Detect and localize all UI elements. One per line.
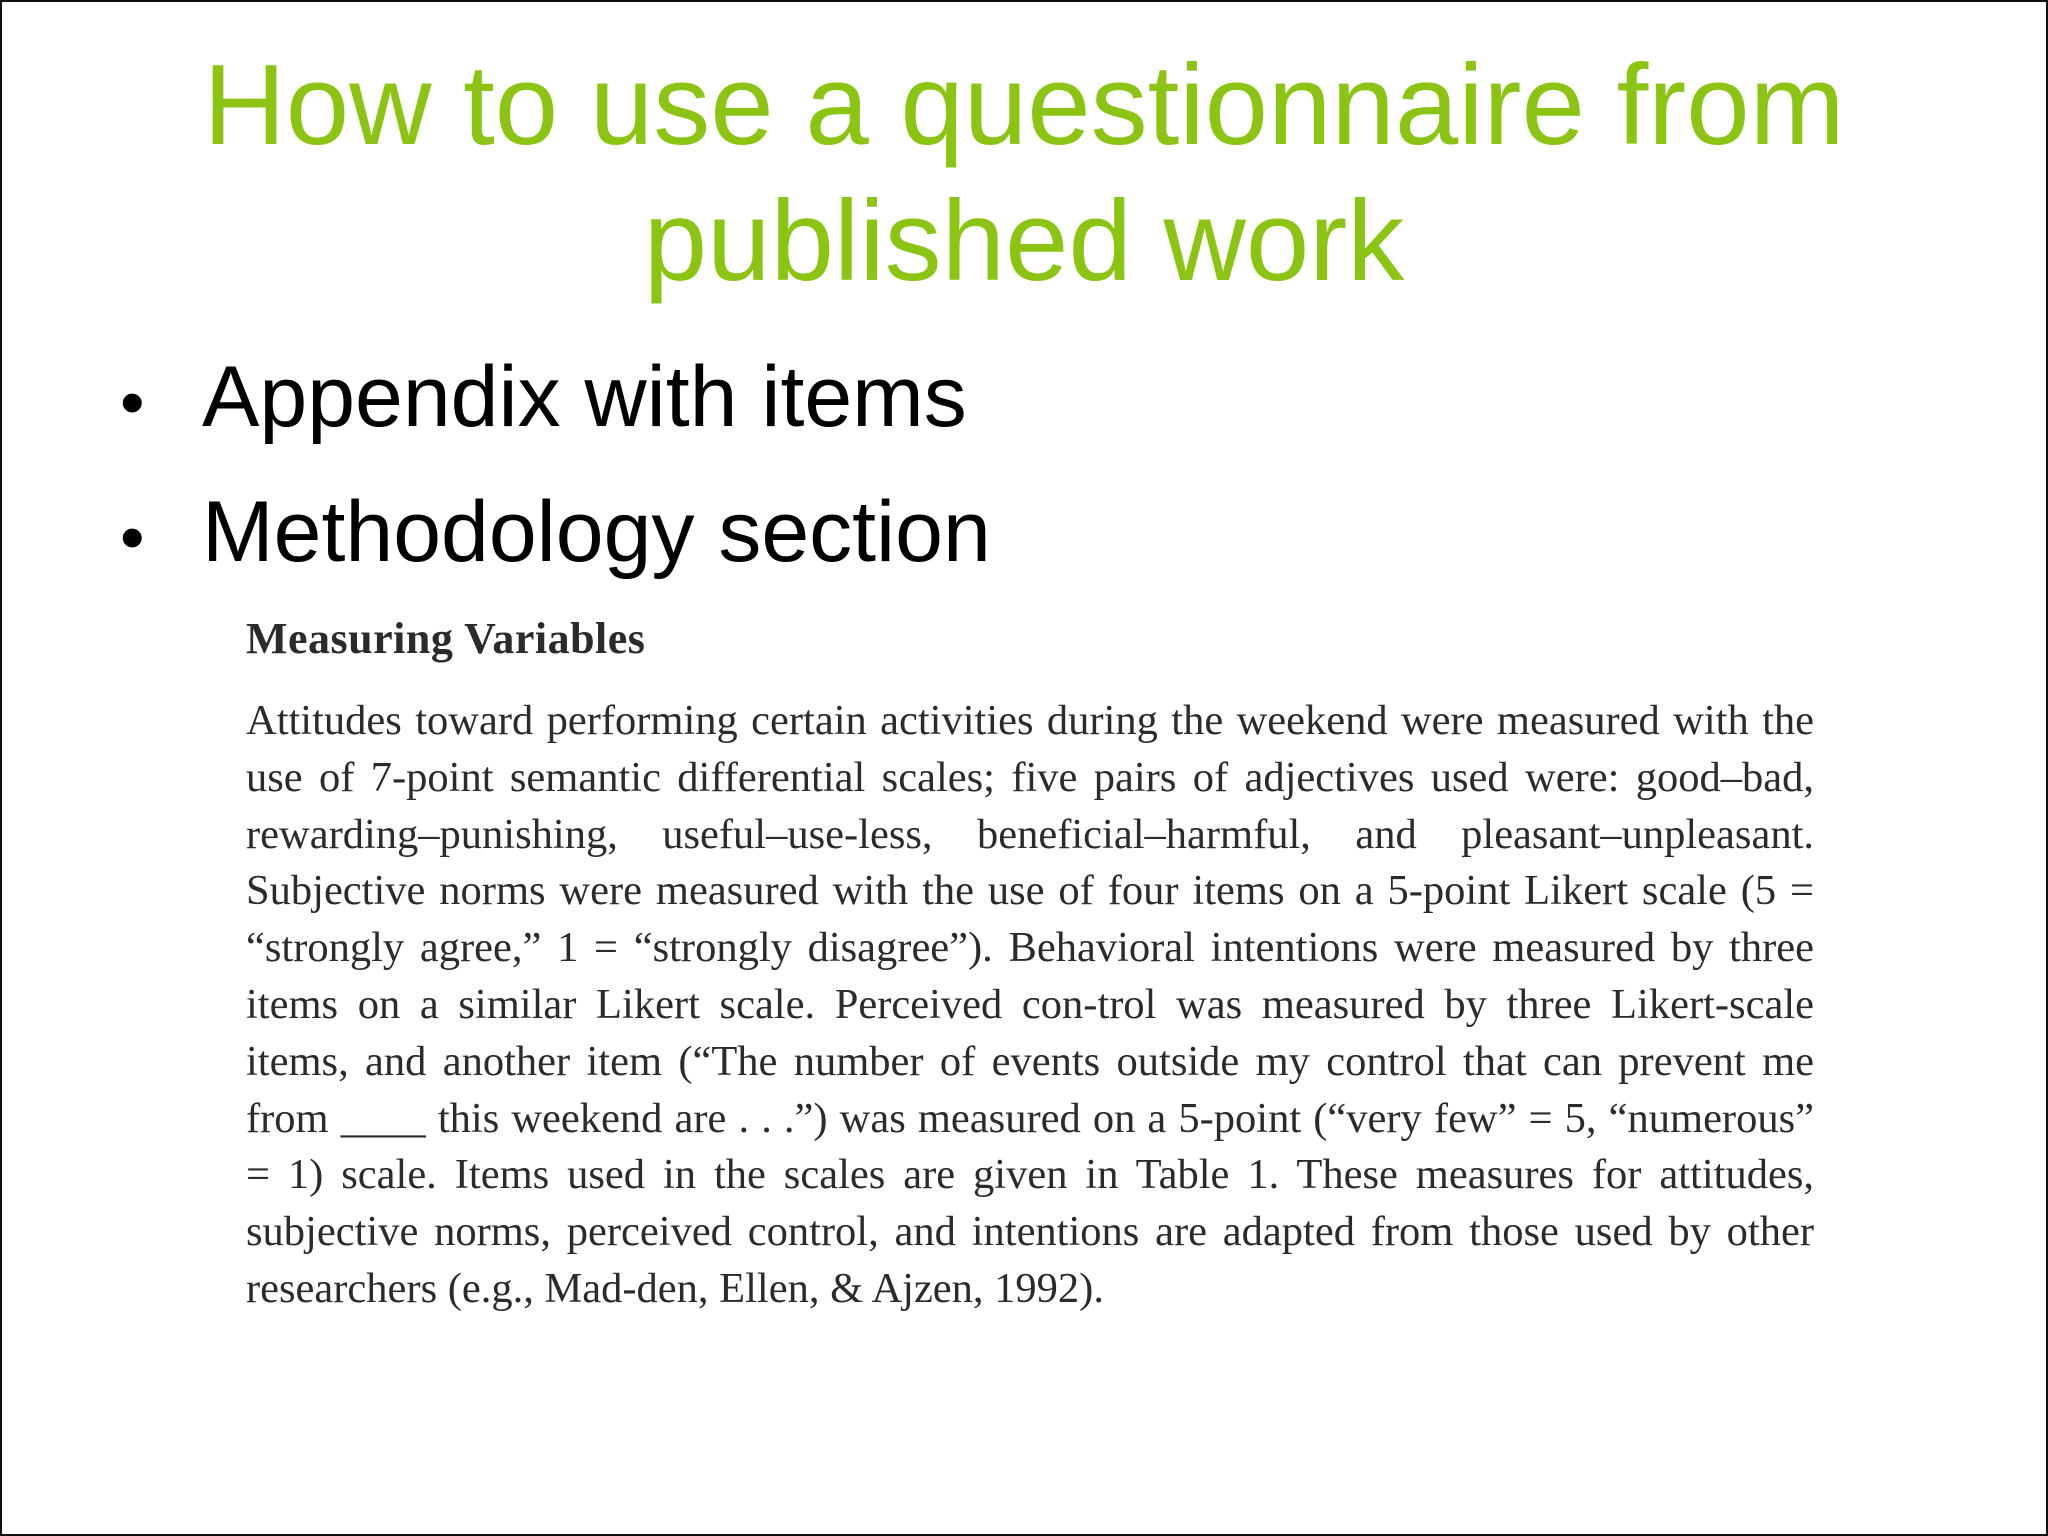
excerpt-body: Attitudes toward performing certain activities during the weekend were measured with the use of 7-point semantic differential scales; five pairs of adjectives used were: good–bad, rewarding–punishing, useful–use-less, beneficial–harmful, and pleasant–unpleasant. Subjective norms were measured with the use of four items on a 5-point Likert scale (5 = “strongly agree,” 1 = “strongly disagree”). Behavioral intentions were measured by three items on a similar Likert scale. Perceived con-trol was measured by three Likert-scale items, and another item (“The number of events outside my control that can prevent me from ____ this weekend are . . .”) was measured on a 5-point (“very few” = 5, “numerous” = 1) scale. Items used in the scales are given in Table 1. These measures for attitudes, subjective norms, perceived control, and intentions are adapted from those used by other researchers (e.g., Mad-den, Ellen, & Ajzen, 1992). bbox=[246, 697, 1814, 1312]
slide-title bbox=[2, 38, 2046, 310]
bullet-item bbox=[120, 332, 991, 467]
bullet-icon: • bbox=[120, 498, 145, 576]
bullet-text: Appendix with items bbox=[202, 349, 967, 445]
slide-title-line-1: How to use a questionnaire from bbox=[203, 42, 1845, 169]
slide-title-line-2: published work bbox=[643, 178, 1405, 305]
bullet-icon: • bbox=[120, 363, 145, 441]
bullet-list bbox=[120, 332, 991, 602]
excerpt-heading: Measuring Variables bbox=[246, 614, 646, 663]
bullet-text: Methodology section bbox=[202, 484, 991, 580]
methodology-excerpt-image bbox=[246, 607, 1814, 1318]
bullet-item bbox=[120, 467, 991, 602]
